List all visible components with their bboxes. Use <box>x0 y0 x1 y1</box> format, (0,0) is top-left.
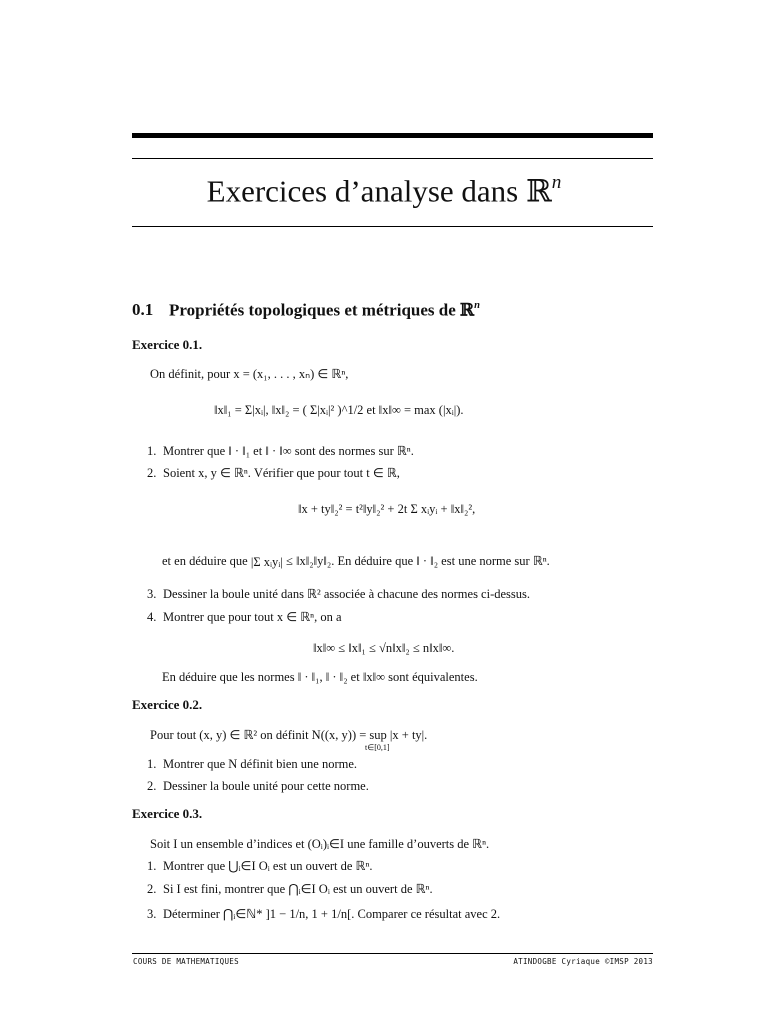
page-title <box>0 172 768 209</box>
exercise-1-norms-formula: ‖x‖₁ = Σ|xᵢ|, ‖x‖₂ = ( Σ|xᵢ|² )^1/2 et ‖x‖∞ = max (|xᵢ|). <box>214 403 464 417</box>
title-sup: n <box>551 172 562 193</box>
exercise-2-item-2 <box>147 779 369 794</box>
exercise-3-item-1 <box>147 858 373 874</box>
item-text: Montrer que ⋃ᵢ∈I Oᵢ est un ouvert de ℝⁿ. <box>163 859 373 873</box>
exercise-1-item-1 <box>147 443 414 459</box>
item-number: 1. <box>147 444 157 458</box>
section-number: 0.1 <box>132 300 154 320</box>
item-number: 2. <box>147 882 157 896</box>
exercise-1-intro: On définit, pour x = (x₁, . . . , xₙ) ∈ ℝⁿ, <box>150 367 349 381</box>
deduce-prefix: et en déduire que <box>162 554 248 568</box>
item-text: Montrer que pour tout x ∈ ℝⁿ, on a <box>163 610 342 624</box>
item-number: 2. <box>147 779 157 793</box>
section-sup: n <box>474 300 481 311</box>
item-text: Dessiner la boule unité pour cette norme. <box>163 779 369 793</box>
item-text: Dessiner la boule unité dans ℝ² associée à chacune des normes ci-dessus. <box>163 587 531 601</box>
exercise-3-intro: Soit I un ensemble d’indices et (Oᵢ)ᵢ∈I une famille d’ouverts de ℝⁿ. <box>150 837 490 851</box>
title-text: Exercices d’analyse dans <box>206 173 526 209</box>
exercise-1-deduce-line <box>162 553 550 569</box>
exercise-1-identity-formula: ‖x + ty‖₂² = t²‖y‖₂² + 2t Σ xᵢyᵢ + ‖x‖₂², <box>298 502 476 516</box>
title-rule-bottom <box>132 226 653 227</box>
exercise-1-heading: Exercice 0.1. <box>132 337 203 352</box>
item-number: 2. <box>147 466 157 480</box>
footer-right: ATINDOGBE Cyriaque ©IMSP 2013 <box>513 957 653 966</box>
item-number: 1. <box>147 859 157 873</box>
footer-rule <box>132 953 653 954</box>
title-rule-thick <box>132 133 653 138</box>
item-text: Si I est fini, montrer que ⋂ᵢ∈I Oᵢ est un ouvert de ℝⁿ. <box>163 882 433 896</box>
section-label: Propriétés topologiques et métriques de <box>169 300 461 320</box>
exercise-2-sup-subscript: t∈[0,1] <box>365 743 390 752</box>
title-rule-top <box>132 158 653 159</box>
item-number: 1. <box>147 757 157 771</box>
exercise-2-item-1 <box>147 757 357 772</box>
cauchy-schwarz-sum: |Σ xᵢyᵢ| <box>250 554 283 569</box>
item-text: Montrer que ‖ · ‖₁ et ‖ · ‖∞ sont des normes sur ℝⁿ. <box>163 444 414 458</box>
exercise-1-inequality-formula: ‖x‖∞ ≤ ‖x‖₁ ≤ √n‖x‖₂ ≤ n‖x‖∞. <box>313 641 455 655</box>
item-text: Soient x, y ∈ ℝⁿ. Vérifier que pour tout t ∈ ℝ, <box>163 466 400 480</box>
exercise-1-item-4 <box>147 609 342 625</box>
exercise-1-item-2 <box>147 465 400 481</box>
exercise-3-item-2 <box>147 881 433 897</box>
item-text: Déterminer ⋂ᵢ∈ℕ* ]1 − 1/n, 1 + 1/n[. Comparer ce résultat avec 2. <box>163 907 501 921</box>
item-number: 3. <box>147 587 157 601</box>
deduce-suffix: ≤ ‖x‖₂‖y‖₂. En déduire que ‖ · ‖₂ est une norme sur ℝⁿ. <box>285 554 550 568</box>
exercise-3-item-3 <box>147 906 500 922</box>
footer-left: COURS DE MATHEMATIQUES <box>133 957 239 966</box>
exercise-3-heading: Exercice 0.3. <box>132 806 203 821</box>
exercise-1-item-3 <box>147 586 530 602</box>
item-number: 4. <box>147 610 157 624</box>
title-symbol: ℝ <box>525 173 552 210</box>
item-number: 3. <box>147 907 157 921</box>
item-text: Montrer que N définit bien une norme. <box>163 757 358 771</box>
exercise-1-conclusion: En déduire que les normes ‖ · ‖₁, ‖ · ‖₂ et ‖x‖∞ sont équivalentes. <box>162 670 478 684</box>
section-symbol: ℝ <box>460 300 475 321</box>
section-heading <box>132 300 480 320</box>
exercise-2-heading: Exercice 0.2. <box>132 697 203 712</box>
exercise-2-intro: Pour tout (x, y) ∈ ℝ² on définit N((x, y)) = sup |x + ty|. <box>150 728 428 742</box>
